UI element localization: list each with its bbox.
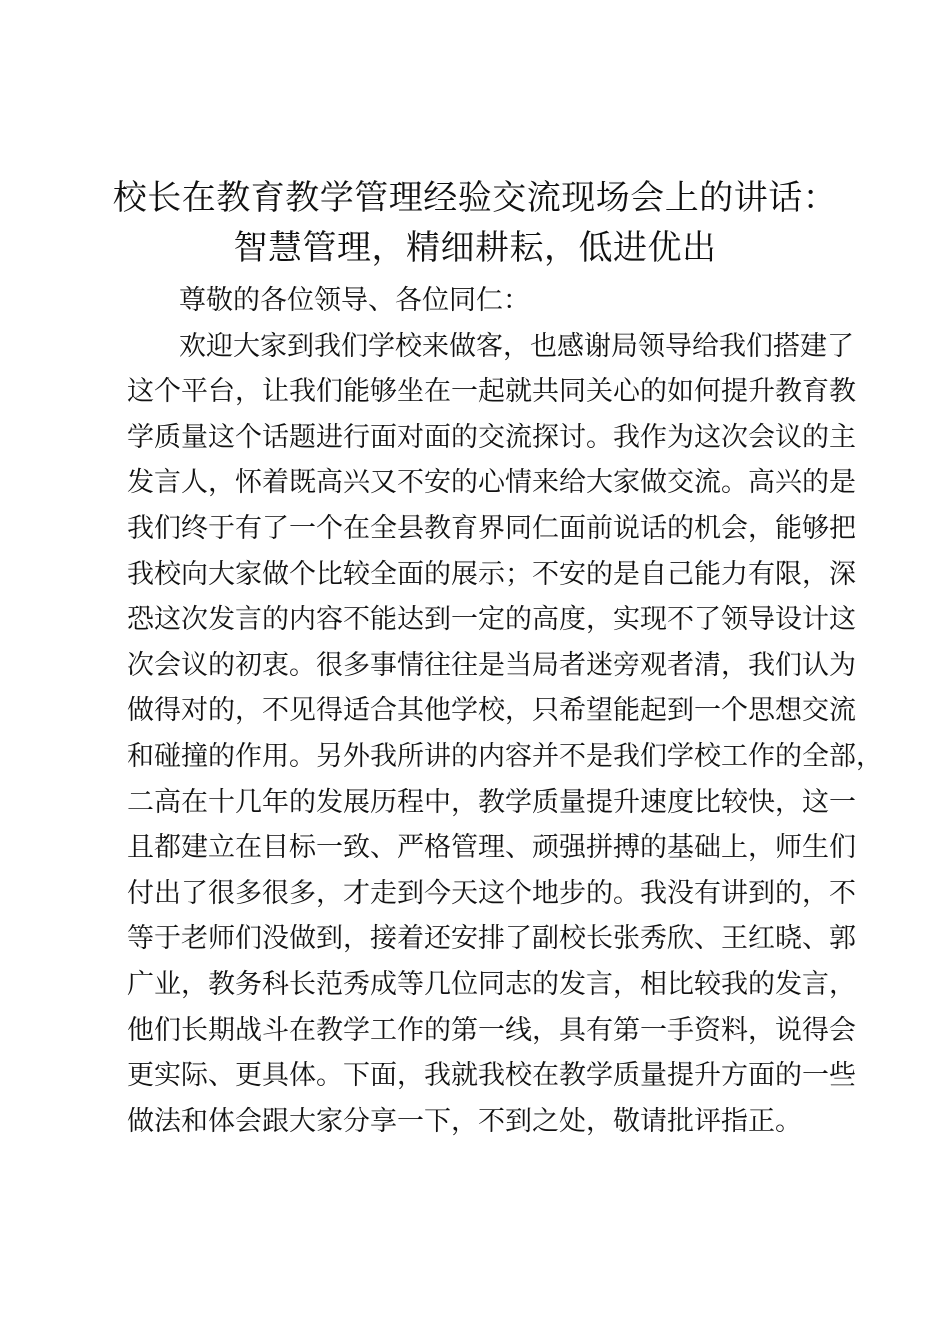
document-title-line-1: 校长在教育教学管理经验交流现场会上的讲话：: [112, 178, 838, 218]
paragraph-line: 学质量这个话题进行面对面的交流探讨。我作为这次会议的主: [127, 421, 856, 453]
paragraph-line: 欢迎大家到我们学校来做客，也感谢局领导给我们搭建了: [179, 330, 854, 362]
paragraph-line: 且都建立在目标一致、严格管理、顽强拼搏的基础上，师生们: [127, 832, 856, 864]
paragraph-line: 次会议的初衷。很多事情往往是当局者迷旁观者清，我们认为: [127, 649, 856, 681]
paragraph-line: 更实际、更具体。下面，我就我校在教学质量提升方面的一些: [127, 1060, 856, 1092]
paragraph-line: 二高在十几年的发展历程中，教学质量提升速度比较快，这一: [127, 786, 856, 818]
document-body: [127, 278, 883, 1144]
paragraph-line: 广业，教务科长范秀成等几位同志的发言，相比较我的发言，: [127, 968, 856, 1000]
paragraph-line: 我们终于有了一个在全县教育界同仁面前说话的机会，能够把: [127, 512, 856, 544]
paragraph-line: 恐这次发言的内容不能达到一定的高度，实现不了领导设计这: [127, 604, 856, 636]
greeting: 尊敬的各位领导、各位同仁：: [179, 285, 530, 316]
paragraph-line: 这个平台，让我们能够坐在一起就共同关心的如何提升教育教: [127, 376, 856, 408]
document-title-line-2: 智慧管理，精细耕耘，低进优出: [233, 228, 717, 268]
paragraph-line: 付出了很多很多，才走到今天这个地步的。我没有讲到的，不: [127, 877, 856, 909]
paragraph-line: 发言人，怀着既高兴又不安的心情来给大家做交流。高兴的是: [127, 467, 856, 499]
paragraph-line: 做法和体会跟大家分享一下，不到之处，敬请批评指正。: [127, 1105, 802, 1137]
paragraph-line: 做得对的，不见得适合其他学校，只希望能起到一个思想交流: [127, 695, 856, 727]
paragraph-line: 和碰撞的作用。另外我所讲的内容并不是我们学校工作的全部，: [127, 740, 883, 772]
paragraph-line: 我校向大家做个比较全面的展示；不安的是自己能力有限，深: [127, 558, 856, 590]
paragraph-line: 他们长期战斗在教学工作的第一线，具有第一手资料，说得会: [127, 1014, 856, 1046]
paragraph-line: 等于老师们没做到，接着还安排了副校长张秀欣、王红晓、郭: [127, 923, 856, 955]
